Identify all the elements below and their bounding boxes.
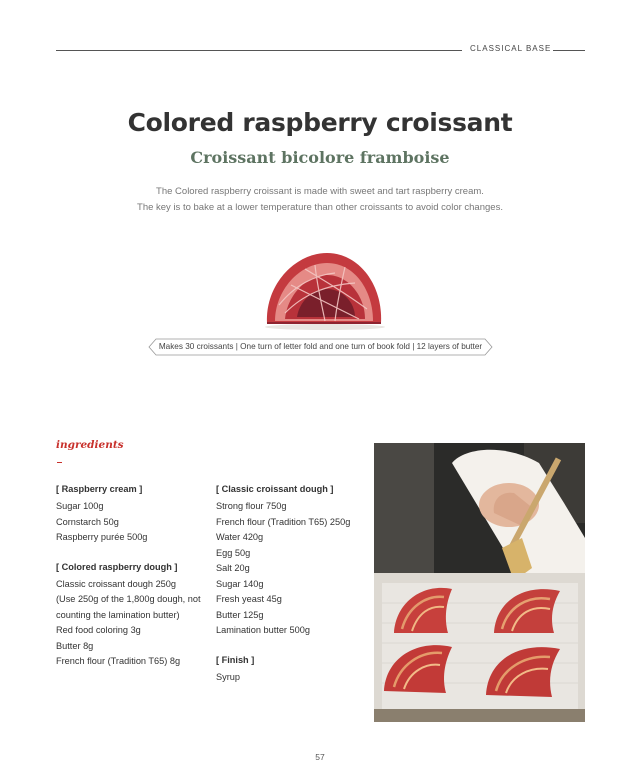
ingredient-item: (Use 250g of the 1,800g dough, not [56, 594, 201, 604]
header-rule-right [553, 50, 585, 51]
recipe-title: Colored raspberry croissant [127, 108, 513, 137]
ingredient-item: counting the lamination butter) [56, 609, 180, 620]
ingredient-item: Raspberry purée 500g [56, 532, 148, 542]
group-title: [ Raspberry cream ] [56, 484, 143, 494]
ingredient-item: Butter 125g [216, 609, 264, 620]
yield-text: Makes 30 croissants | One turn of letter fold and one turn of book fold | 12 layers of butter [158, 342, 483, 351]
intro-line: The key is to bake at a lower temperature than other croissants to avoid color changes. [137, 202, 503, 213]
ingredient-item: Red food coloring 3g [56, 625, 141, 635]
ingredient-item: French flour (Tradition T65) 8g [56, 656, 181, 666]
ingredient-item: Butter 8g [56, 640, 94, 651]
recipe-intro [0, 184, 640, 216]
group-title: [ Finish ] [216, 654, 255, 665]
group-title: [ Classic croissant dough ] [216, 484, 334, 494]
croissant-cross-section-image [255, 245, 395, 335]
ingredient-item: Egg 50g [216, 547, 251, 558]
section-label: CLASSICAL BASE [470, 44, 552, 53]
ingredient-item: Water 420g [216, 532, 264, 542]
group-title: [ Colored raspberry dough ] [56, 561, 178, 572]
ingredient-item: Lamination butter 500g [216, 625, 310, 635]
ingredient-item: Sugar 100g [56, 501, 104, 511]
ingredients-left-column [56, 482, 206, 670]
ingredient-item: Syrup [216, 671, 241, 682]
ingredient-item: Fresh yeast 45g [216, 594, 282, 604]
ingredient-item: French flour (Tradition T65) 250g [216, 516, 351, 527]
recipe-subtitle: Croissant bicolore framboise [190, 148, 450, 167]
ingredient-item: Cornstarch 50g [56, 516, 119, 527]
brushing-croissants-photo [374, 443, 585, 722]
ingredient-item: Sugar 140g [216, 578, 264, 589]
ingredient-item: Classic croissant dough 250g [56, 578, 177, 589]
ingredient-item: Strong flour 750g [216, 501, 287, 511]
intro-line: The Colored raspberry croissant is made with sweet and tart raspberry cream. [156, 186, 484, 197]
ingredients-heading: ingredients [56, 439, 124, 451]
ingredients-dash [57, 462, 62, 463]
ingredients-right-column [216, 482, 366, 685]
yield-pill [148, 338, 493, 356]
ingredient-item: Salt 20g [216, 563, 250, 573]
header-rule-left [56, 50, 462, 51]
page-number: 57 [315, 752, 325, 762]
